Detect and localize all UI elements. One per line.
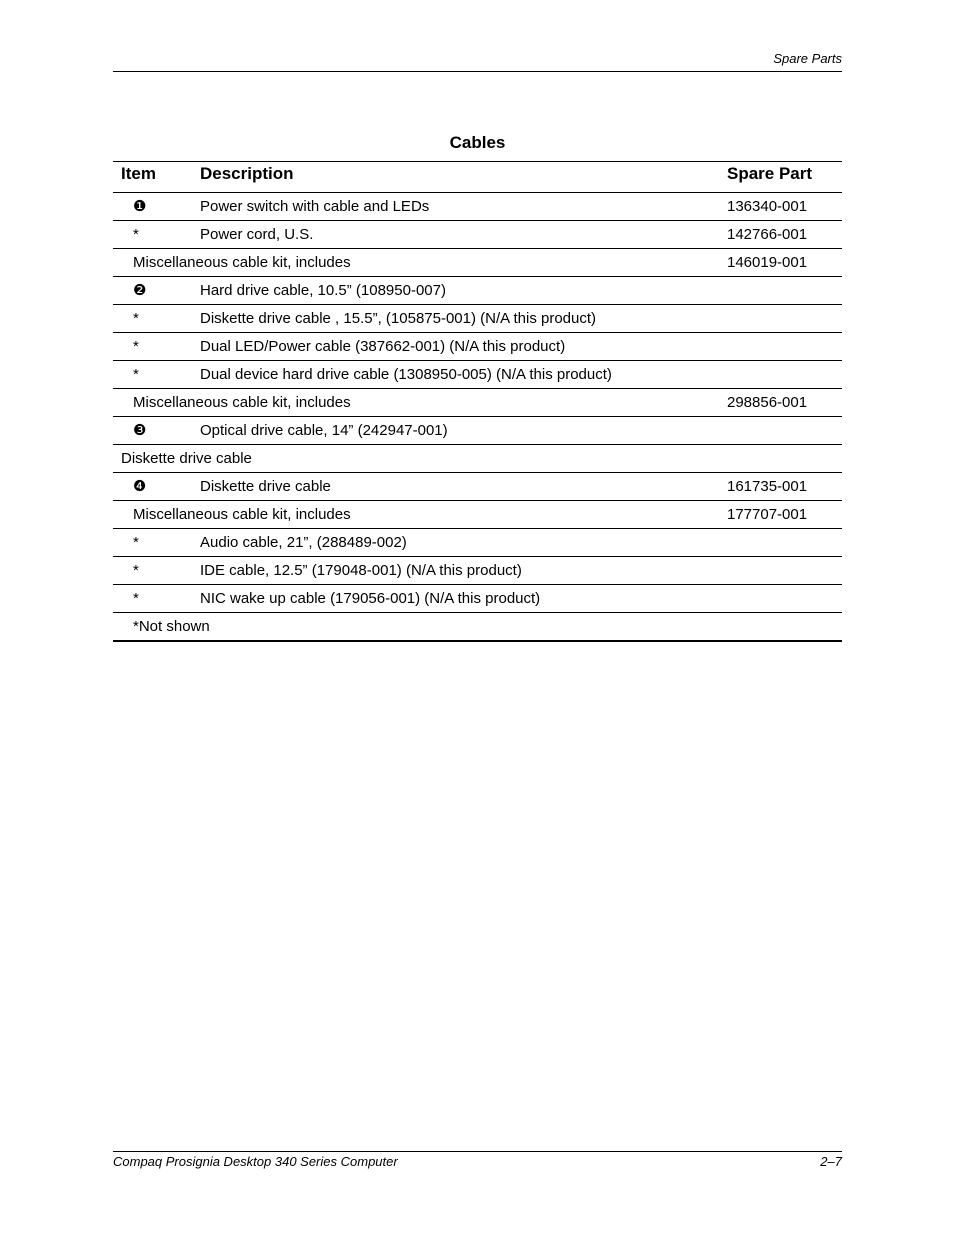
item-callout: ❶ — [133, 198, 147, 215]
spare-part-cell: 142766-001 — [727, 226, 808, 243]
description-cell: Diskette drive cable — [200, 478, 331, 495]
item-callout: * — [133, 366, 139, 383]
table-row — [113, 220, 842, 248]
running-header: Spare Parts — [773, 51, 842, 66]
item-callout: * — [133, 562, 139, 579]
table-row — [113, 304, 842, 332]
footer-document-title: Compaq Prosignia Desktop 340 Series Computer — [113, 1154, 398, 1169]
table-row — [113, 472, 842, 500]
column-header-spare-part: Spare Part — [727, 164, 813, 183]
group-label-cell: Miscellaneous cable kit, includes — [133, 394, 351, 411]
group-label-cell: Miscellaneous cable kit, includes — [133, 506, 351, 523]
footer-rule — [113, 1151, 842, 1152]
item-callout: * — [133, 590, 139, 607]
table-row — [113, 360, 842, 388]
table-group-row — [113, 388, 842, 416]
column-header-description: Description — [200, 164, 294, 183]
description-cell: Audio cable, 21”, (288489-002) — [200, 534, 407, 551]
table-row — [113, 332, 842, 360]
item-callout: * — [133, 226, 139, 243]
description-cell: Power switch with cable and LEDs — [200, 198, 430, 215]
table-row — [113, 276, 842, 304]
table-row — [113, 584, 842, 612]
table-note-row — [113, 612, 842, 640]
table-group-row — [113, 248, 842, 276]
table-group-row — [113, 500, 842, 528]
table-footnote: *Not shown — [133, 618, 210, 635]
description-cell: Dual device hard drive cable (1308950-005) (N/A this product) — [200, 366, 612, 383]
table-row — [113, 556, 842, 584]
item-callout: ❷ — [133, 282, 147, 299]
header-rule — [113, 71, 842, 72]
item-callout: ❹ — [133, 478, 147, 495]
table-row — [113, 192, 842, 220]
item-callout: * — [133, 338, 139, 355]
item-callout: * — [133, 310, 139, 327]
description-cell: Power cord, U.S. — [200, 226, 314, 243]
description-cell: IDE cable, 12.5” (179048-001) (N/A this product) — [200, 562, 522, 579]
table-row — [113, 416, 842, 444]
description-cell: Diskette drive cable , 15.5”, (105875-001) (N/A this product) — [200, 310, 597, 327]
spare-part-cell: 298856-001 — [727, 394, 808, 411]
group-label-cell: Miscellaneous cable kit, includes — [133, 254, 351, 271]
item-callout: ❸ — [133, 422, 147, 439]
spare-parts-table — [113, 161, 842, 642]
table-row — [113, 528, 842, 556]
spare-part-cell: 136340-001 — [727, 198, 808, 215]
section-label-cell: Diskette drive cable — [121, 450, 252, 467]
table-section-row — [113, 444, 842, 472]
description-cell: Hard drive cable, 10.5” (108950-007) — [200, 282, 446, 299]
spare-part-cell: 177707-001 — [727, 506, 808, 523]
table-title: Cables — [449, 133, 506, 152]
description-cell: Optical drive cable, 14” (242947-001) — [200, 422, 448, 439]
description-cell: Dual LED/Power cable (387662-001) (N/A this product) — [200, 338, 566, 355]
item-callout: * — [133, 534, 139, 551]
description-cell: NIC wake up cable (179056-001) (N/A this product) — [200, 590, 541, 607]
table-header-row — [113, 162, 842, 192]
column-header-item: Item — [121, 164, 156, 183]
footer-page-number: 2–7 — [820, 1154, 842, 1169]
spare-part-cell: 161735-001 — [727, 478, 808, 495]
spare-part-cell: 146019-001 — [727, 254, 808, 271]
